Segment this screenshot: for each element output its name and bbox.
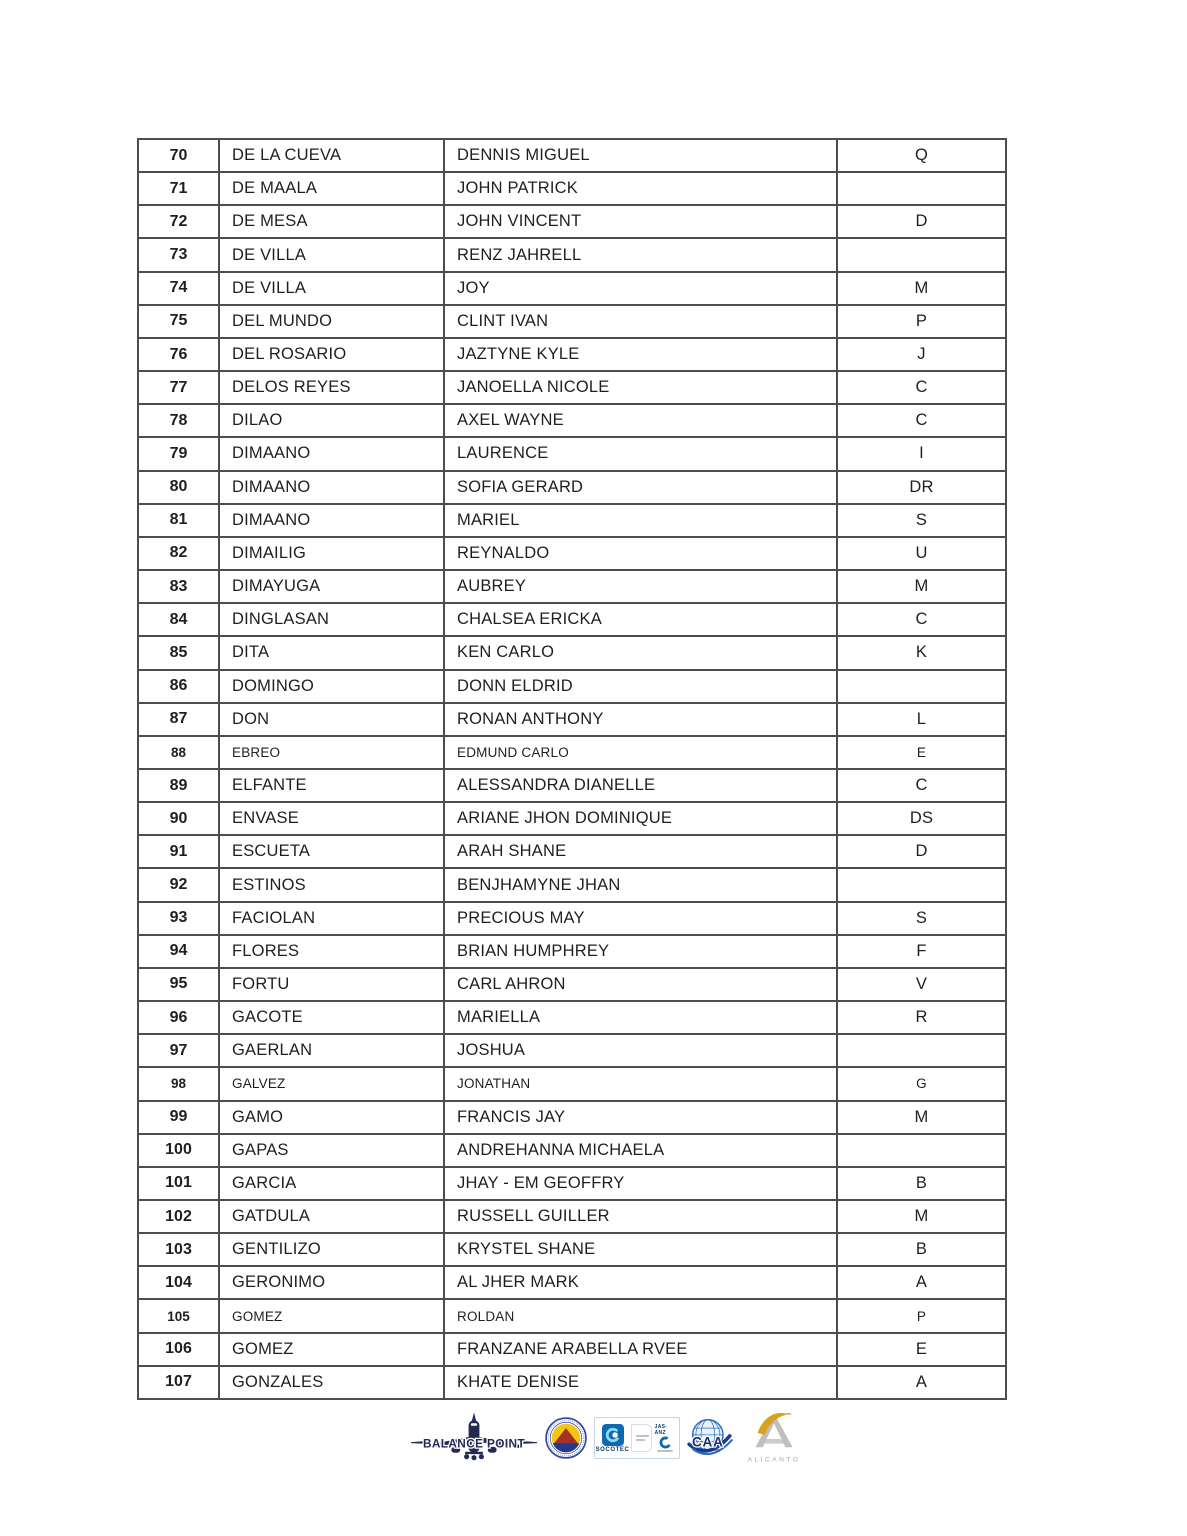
cell-last-name: ESCUETA: [219, 835, 444, 868]
cell-first-name: KHATE DENISE: [444, 1366, 837, 1399]
cell-last-name: DOMINGO: [219, 670, 444, 703]
roster-table-body: [138, 139, 1006, 1399]
cell-first-name: ARAH SHANE: [444, 835, 837, 868]
roster-table: [137, 138, 1007, 1400]
cell-first-name: DONN ELDRID: [444, 670, 837, 703]
airplane-icon: [410, 1409, 538, 1467]
caa-wordmark: CAA: [691, 1434, 724, 1450]
table-row: [138, 272, 1006, 305]
cell-no: 102: [138, 1200, 219, 1233]
cell-middle-initial: G: [837, 1067, 1006, 1100]
cell-first-name: AXEL WAYNE: [444, 404, 837, 437]
cell-no: 105: [138, 1299, 219, 1332]
table-row: [138, 1266, 1006, 1299]
cell-middle-initial: C: [837, 603, 1006, 636]
school-seal-logo: [545, 1417, 587, 1459]
microtext-bar: [696, 1449, 719, 1451]
footer-logos: [14, 1394, 1187, 1482]
cell-last-name: DITA: [219, 636, 444, 669]
table-row: [138, 636, 1006, 669]
cell-no: 91: [138, 835, 219, 868]
cell-no: 100: [138, 1134, 219, 1167]
cell-no: 80: [138, 471, 219, 504]
cell-last-name: DEL ROSARIO: [219, 338, 444, 371]
cell-no: 103: [138, 1233, 219, 1266]
cell-middle-initial: DR: [837, 471, 1006, 504]
cell-middle-initial: V: [837, 968, 1006, 1001]
cell-no: 85: [138, 636, 219, 669]
cell-no: 75: [138, 305, 219, 338]
cell-middle-initial: [837, 1134, 1006, 1167]
microtext-bar: [636, 1435, 649, 1437]
cell-first-name: FRANCIS JAY: [444, 1101, 837, 1134]
cell-last-name: GARCIA: [219, 1167, 444, 1200]
table-row: [138, 736, 1006, 769]
table-row: [138, 305, 1006, 338]
cell-last-name: GERONIMO: [219, 1266, 444, 1299]
cell-last-name: DE VILLA: [219, 238, 444, 271]
cell-first-name: JHAY - EM GEOFFRY: [444, 1167, 837, 1200]
cell-middle-initial: P: [837, 1299, 1006, 1332]
cell-no: 88: [138, 736, 219, 769]
cell-first-name: AUBREY: [444, 570, 837, 603]
cell-middle-initial: [837, 868, 1006, 901]
cell-first-name: RUSSELL GUILLER: [444, 1200, 837, 1233]
cell-no: 97: [138, 1034, 219, 1067]
cell-first-name: MARIEL: [444, 504, 837, 537]
cell-last-name: DE VILLA: [219, 272, 444, 305]
cell-last-name: GAPAS: [219, 1134, 444, 1167]
cell-first-name: BENJHAMYNE JHAN: [444, 868, 837, 901]
cell-no: 76: [138, 338, 219, 371]
cell-middle-initial: C: [837, 371, 1006, 404]
cell-last-name: DE MESA: [219, 205, 444, 238]
table-row: [138, 1034, 1006, 1067]
table-row: [138, 902, 1006, 935]
table-row: [138, 835, 1006, 868]
cell-no: 90: [138, 802, 219, 835]
cell-no: 71: [138, 172, 219, 205]
table-row: [138, 968, 1006, 1001]
cell-middle-initial: M: [837, 1200, 1006, 1233]
cell-middle-initial: F: [837, 935, 1006, 968]
seal-icon: [545, 1417, 587, 1459]
cell-last-name: GATDULA: [219, 1200, 444, 1233]
table-row: [138, 1233, 1006, 1266]
alicanto-wordmark: ALICANTO: [747, 1456, 800, 1464]
cell-middle-initial: I: [837, 437, 1006, 470]
cell-first-name: PRECIOUS MAY: [444, 902, 837, 935]
cell-last-name: FLORES: [219, 935, 444, 968]
cell-no: 95: [138, 968, 219, 1001]
cell-last-name: DEL MUNDO: [219, 305, 444, 338]
socotec-certification-badge: [594, 1417, 680, 1459]
cell-first-name: BRIAN HUMPHREY: [444, 935, 837, 968]
cell-middle-initial: U: [837, 537, 1006, 570]
cell-first-name: ALESSANDRA DIANELLE: [444, 769, 837, 802]
table-row: [138, 437, 1006, 470]
cell-middle-initial: S: [837, 504, 1006, 537]
cell-last-name: DON: [219, 703, 444, 736]
cell-no: 87: [138, 703, 219, 736]
cell-no: 81: [138, 504, 219, 537]
cell-first-name: MARIELLA: [444, 1001, 837, 1034]
table-row: [138, 404, 1006, 437]
table-row: [138, 371, 1006, 404]
cell-no: 79: [138, 437, 219, 470]
cell-middle-initial: A: [837, 1366, 1006, 1399]
cell-first-name: ARIANE JHON DOMINIQUE: [444, 802, 837, 835]
cell-no: 86: [138, 670, 219, 703]
cell-middle-initial: S: [837, 902, 1006, 935]
cell-last-name: DIMAANO: [219, 471, 444, 504]
cell-last-name: FORTU: [219, 968, 444, 1001]
table-row: [138, 802, 1006, 835]
cell-first-name: KRYSTEL SHANE: [444, 1233, 837, 1266]
cell-last-name: GAMO: [219, 1101, 444, 1134]
cell-first-name: JOHN PATRICK: [444, 172, 837, 205]
alicanto-bird-icon: [742, 1408, 806, 1468]
microtext-bar: [636, 1439, 645, 1441]
cell-first-name: JOY: [444, 272, 837, 305]
cell-first-name: JANOELLA NICOLE: [444, 371, 837, 404]
table-row: [138, 1333, 1006, 1366]
table-row: [138, 338, 1006, 371]
cell-middle-initial: J: [837, 338, 1006, 371]
cell-first-name: CLINT IVAN: [444, 305, 837, 338]
cell-last-name: ENVASE: [219, 802, 444, 835]
cell-first-name: EDMUND CARLO: [444, 736, 837, 769]
cell-last-name: GOMEZ: [219, 1299, 444, 1332]
cell-no: 98: [138, 1067, 219, 1100]
cell-last-name: GAERLAN: [219, 1034, 444, 1067]
table-row: [138, 504, 1006, 537]
cell-first-name: FRANZANE ARABELLA RVEE: [444, 1333, 837, 1366]
cell-last-name: DE LA CUEVA: [219, 139, 444, 172]
cell-no: 104: [138, 1266, 219, 1299]
cell-no: 107: [138, 1366, 219, 1399]
cell-first-name: AL JHER MARK: [444, 1266, 837, 1299]
table-row: [138, 935, 1006, 968]
cell-middle-initial: K: [837, 636, 1006, 669]
cell-middle-initial: M: [837, 570, 1006, 603]
cell-no: 101: [138, 1167, 219, 1200]
cell-no: 78: [138, 404, 219, 437]
socotec-label: SOCOTEC: [595, 1446, 630, 1453]
cell-first-name: JOSHUA: [444, 1034, 837, 1067]
cell-middle-initial: [837, 1034, 1006, 1067]
cell-first-name: DENNIS MIGUEL: [444, 139, 837, 172]
table-row: [138, 868, 1006, 901]
table-row: [138, 1299, 1006, 1332]
caa-globe-icon: [687, 1414, 735, 1462]
cell-first-name: CARL AHRON: [444, 968, 837, 1001]
cell-no: 84: [138, 603, 219, 636]
cell-last-name: ESTINOS: [219, 868, 444, 901]
cell-first-name: KEN CARLO: [444, 636, 837, 669]
table-row: [138, 1101, 1006, 1134]
socotec-icon: [602, 1424, 624, 1446]
cell-no: 89: [138, 769, 219, 802]
cell-no: 74: [138, 272, 219, 305]
table-row: [138, 1001, 1006, 1034]
cell-no: 96: [138, 1001, 219, 1034]
cell-middle-initial: A: [837, 1266, 1006, 1299]
cell-no: 106: [138, 1333, 219, 1366]
cell-middle-initial: C: [837, 769, 1006, 802]
cell-middle-initial: M: [837, 272, 1006, 305]
cell-last-name: DINGLASAN: [219, 603, 444, 636]
table-row: [138, 670, 1006, 703]
cell-middle-initial: B: [837, 1167, 1006, 1200]
caa-logo: [687, 1414, 735, 1462]
cell-first-name: LAURENCE: [444, 437, 837, 470]
table-row: [138, 603, 1006, 636]
cell-first-name: ROLDAN: [444, 1299, 837, 1332]
table-row: [138, 238, 1006, 271]
table-row: [138, 1067, 1006, 1100]
cell-no: 92: [138, 868, 219, 901]
cell-middle-initial: E: [837, 736, 1006, 769]
cell-first-name: JAZTYNE KYLE: [444, 338, 837, 371]
cell-middle-initial: [837, 172, 1006, 205]
iso-certificate-panel: [631, 1424, 652, 1452]
cell-middle-initial: DS: [837, 802, 1006, 835]
cell-last-name: DIMAANO: [219, 437, 444, 470]
table-row: [138, 570, 1006, 603]
cell-middle-initial: D: [837, 205, 1006, 238]
table-row: [138, 1167, 1006, 1200]
cell-last-name: DELOS REYES: [219, 371, 444, 404]
cell-first-name: REYNALDO: [444, 537, 837, 570]
cell-middle-initial: Q: [837, 139, 1006, 172]
cell-last-name: EBREO: [219, 736, 444, 769]
balance-point-logo: [410, 1409, 538, 1467]
table-row: [138, 172, 1006, 205]
cell-last-name: DIMAILIG: [219, 537, 444, 570]
cell-last-name: GOMEZ: [219, 1333, 444, 1366]
jas-anz-block: [655, 1424, 676, 1452]
cell-middle-initial: D: [837, 835, 1006, 868]
cell-last-name: GACOTE: [219, 1001, 444, 1034]
jas-anz-label: JAS-ANZ: [654, 1424, 668, 1436]
table-row: [138, 205, 1006, 238]
cell-first-name: RONAN ANTHONY: [444, 703, 837, 736]
cell-first-name: CHALSEA ERICKA: [444, 603, 837, 636]
table-row: [138, 769, 1006, 802]
cell-no: 72: [138, 205, 219, 238]
cell-last-name: GONZALES: [219, 1366, 444, 1399]
table-row: [138, 703, 1006, 736]
cell-last-name: DE MAALA: [219, 172, 444, 205]
table-row: [138, 139, 1006, 172]
cell-last-name: GENTILIZO: [219, 1233, 444, 1266]
cell-no: 77: [138, 371, 219, 404]
cell-first-name: ANDREHANNA MICHAELA: [444, 1134, 837, 1167]
cell-middle-initial: P: [837, 305, 1006, 338]
cell-no: 99: [138, 1101, 219, 1134]
cell-last-name: GALVEZ: [219, 1067, 444, 1100]
cell-middle-initial: R: [837, 1001, 1006, 1034]
table-row: [138, 1200, 1006, 1233]
cell-middle-initial: E: [837, 1333, 1006, 1366]
cell-middle-initial: L: [837, 703, 1006, 736]
cell-middle-initial: M: [837, 1101, 1006, 1134]
cell-middle-initial: [837, 670, 1006, 703]
cell-first-name: RENZ JAHRELL: [444, 238, 837, 271]
cell-last-name: DIMAANO: [219, 504, 444, 537]
cell-no: 73: [138, 238, 219, 271]
cell-last-name: DIMAYUGA: [219, 570, 444, 603]
cell-first-name: SOFIA GERARD: [444, 471, 837, 504]
cell-no: 70: [138, 139, 219, 172]
cell-middle-initial: C: [837, 404, 1006, 437]
cell-last-name: ELFANTE: [219, 769, 444, 802]
socotec-block: [595, 1424, 630, 1453]
balance-point-wordmark: BALANCE POINT: [422, 1436, 525, 1451]
cell-first-name: JOHN VINCENT: [444, 205, 837, 238]
table-row: [138, 471, 1006, 504]
cell-last-name: DILAO: [219, 404, 444, 437]
jas-anz-mark-icon: [659, 1436, 672, 1449]
alicanto-logo: [742, 1408, 806, 1468]
table-row: [138, 1134, 1006, 1167]
table-row: [138, 537, 1006, 570]
cell-no: 82: [138, 537, 219, 570]
microtext-bar: [657, 1450, 673, 1452]
cell-no: 83: [138, 570, 219, 603]
cell-no: 94: [138, 935, 219, 968]
cell-middle-initial: [837, 238, 1006, 271]
cell-no: 93: [138, 902, 219, 935]
cell-middle-initial: B: [837, 1233, 1006, 1266]
cell-first-name: JONATHAN: [444, 1067, 837, 1100]
cell-last-name: FACIOLAN: [219, 902, 444, 935]
